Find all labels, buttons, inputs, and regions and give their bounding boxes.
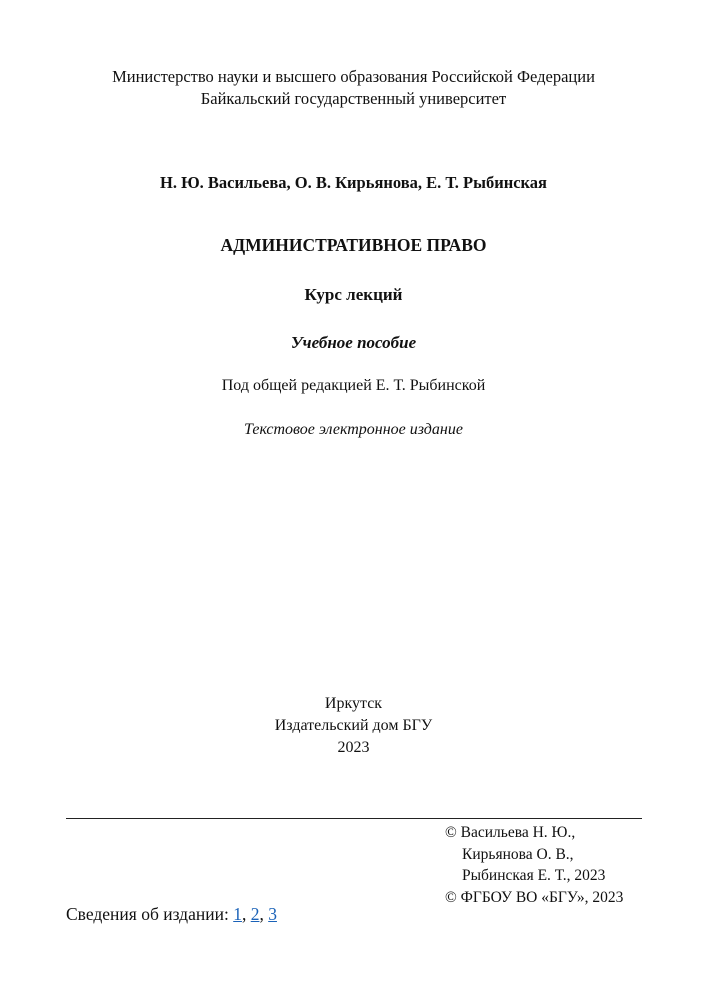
edition-info-link-2[interactable]: 2: [250, 904, 260, 924]
edition-info-link-3[interactable]: 3: [268, 904, 277, 924]
copyright-block: [445, 822, 623, 908]
copyright-line: © Васильева Н. Ю.,: [445, 824, 576, 841]
header-block: [0, 66, 707, 110]
university-name: Байкальский государственный университет: [200, 89, 507, 108]
copyright-line: © ФГБОУ ВО «БГУ», 2023: [445, 888, 624, 906]
copyright-line: Кирьянова О. В.,: [462, 845, 574, 863]
copyright-line: Рыбинская Е. Т., 2023: [462, 867, 606, 884]
imprint-city: Иркутск: [324, 695, 383, 712]
book-title: АДМИНИСТРАТИВНОЕ ПРАВО: [220, 235, 487, 255]
ministry-name: Министерство науки и высшего образования Российской Федерации: [112, 67, 595, 86]
book-subtitle: Курс лекций: [304, 285, 403, 304]
editor-line: Под общей редакцией Е. Т. Рыбинской: [221, 377, 486, 394]
publication-type: Учебное пособие: [290, 333, 417, 352]
divider-line: [66, 818, 642, 819]
edition-info: Сведения об издании: 1, 2, 3: [66, 904, 277, 924]
edition-info-link-1[interactable]: 1: [233, 904, 242, 924]
imprint-block: [0, 693, 707, 759]
imprint-publisher: Издательский дом БГУ: [274, 717, 433, 734]
authors: Н. Ю. Васильева, О. В. Кирьянова, Е. Т. Рыбинская: [160, 173, 547, 192]
edition-type: Текстовое электронное издание: [244, 421, 463, 438]
imprint-year: 2023: [337, 739, 370, 756]
edition-info-label: Сведения об издании:: [66, 904, 229, 924]
